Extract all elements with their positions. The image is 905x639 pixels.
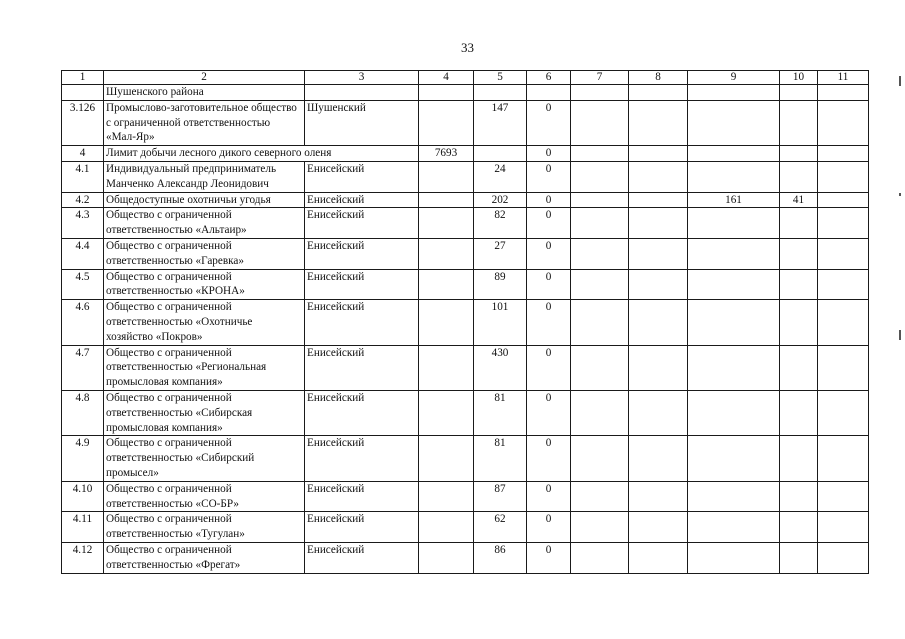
cell-c4 — [419, 345, 474, 390]
cell-c2: Промыслово-заготовительное общество с ограниченной ответственностью «Мал-Яр» — [104, 100, 305, 145]
cell-c1: 4.1 — [62, 161, 104, 192]
cell-c9 — [688, 542, 780, 573]
table-row — [62, 300, 869, 345]
cell-c9 — [688, 208, 780, 239]
cell-c3 — [305, 85, 419, 101]
cell-c2: Шушенского района — [104, 85, 305, 101]
cell-c9: 161 — [688, 192, 780, 208]
cell-c9 — [688, 481, 780, 512]
cell-c4 — [419, 208, 474, 239]
cell-c9 — [688, 100, 780, 145]
cell-c7 — [571, 512, 629, 543]
header-cell-5: 5 — [474, 71, 527, 85]
cell-c10 — [780, 512, 818, 543]
cell-c5: 101 — [474, 300, 527, 345]
cell-c7 — [571, 146, 629, 162]
cell-c11 — [818, 208, 869, 239]
cell-c7 — [571, 85, 629, 101]
cell-c5: 202 — [474, 192, 527, 208]
cell-c11 — [818, 100, 869, 145]
cell-c11 — [818, 512, 869, 543]
cell-c8 — [629, 345, 688, 390]
cell-c2: Общество с ограниченной ответственностью «Гаревка» — [104, 238, 305, 269]
cell-c6 — [527, 85, 571, 101]
table-row — [62, 161, 869, 192]
table-row — [62, 208, 869, 239]
cell-c4 — [419, 269, 474, 300]
cell-c6: 0 — [527, 390, 571, 435]
table-row — [62, 269, 869, 300]
cell-c11 — [818, 542, 869, 573]
cell-c9 — [688, 85, 780, 101]
cell-c8 — [629, 512, 688, 543]
cell-c7 — [571, 192, 629, 208]
cell-c1: 4.6 — [62, 300, 104, 345]
cell-c9 — [688, 300, 780, 345]
cell-c4 — [419, 161, 474, 192]
scan-mark — [899, 330, 901, 340]
cell-c8 — [629, 300, 688, 345]
cell-c6: 0 — [527, 512, 571, 543]
cell-c11 — [818, 390, 869, 435]
cell-c5: 86 — [474, 542, 527, 573]
cell-c9 — [688, 146, 780, 162]
cell-c4 — [419, 238, 474, 269]
cell-c7 — [571, 269, 629, 300]
cell-c3: Енисейский — [305, 390, 419, 435]
cell-c6: 0 — [527, 436, 571, 481]
cell-c2: Индивидуальный предприниматель Манченко Александр Леонидович — [104, 161, 305, 192]
cell-c9 — [688, 390, 780, 435]
cell-c6: 0 — [527, 300, 571, 345]
cell-c5: 87 — [474, 481, 527, 512]
table-row — [62, 238, 869, 269]
cell-c1: 4.4 — [62, 238, 104, 269]
header-row — [62, 71, 869, 85]
cell-c11 — [818, 161, 869, 192]
cell-c10 — [780, 85, 818, 101]
limits-table — [61, 70, 869, 574]
cell-c1: 4.10 — [62, 481, 104, 512]
header-cell-3: 3 — [305, 71, 419, 85]
cell-c5: 62 — [474, 512, 527, 543]
cell-c6: 0 — [527, 238, 571, 269]
cell-c10 — [780, 208, 818, 239]
cell-c5: 24 — [474, 161, 527, 192]
cell-c6: 0 — [527, 100, 571, 145]
cell-c2: Общество с ограниченной ответственностью «СО-БР» — [104, 481, 305, 512]
cell-c8 — [629, 85, 688, 101]
cell-c5: 430 — [474, 345, 527, 390]
header-cell-10: 10 — [780, 71, 818, 85]
table-row — [62, 192, 869, 208]
cell-c3: Шушенский — [305, 100, 419, 145]
cell-c2: Общество с ограниченной ответственностью «Тугулан» — [104, 512, 305, 543]
cell-c10 — [780, 238, 818, 269]
cell-c11 — [818, 238, 869, 269]
table-row — [62, 542, 869, 573]
table-row — [62, 390, 869, 435]
cell-c3: Енисейский — [305, 512, 419, 543]
cell-c3: Енисейский — [305, 269, 419, 300]
cell-c2: Лимит добычи лесного дикого северного оленя — [104, 146, 419, 162]
cell-c7 — [571, 300, 629, 345]
table-row — [62, 345, 869, 390]
table-row — [62, 436, 869, 481]
cell-c10: 41 — [780, 192, 818, 208]
cell-c8 — [629, 100, 688, 145]
cell-c4 — [419, 436, 474, 481]
cell-c10 — [780, 542, 818, 573]
cell-c7 — [571, 481, 629, 512]
cell-c8 — [629, 238, 688, 269]
cell-c2: Общество с ограниченной ответственностью «Фрегат» — [104, 542, 305, 573]
cell-c5: 27 — [474, 238, 527, 269]
cell-c3: Енисейский — [305, 436, 419, 481]
cell-c1: 3.126 — [62, 100, 104, 145]
cell-c2: Общество с ограниченной ответственностью «КРОНА» — [104, 269, 305, 300]
cell-c8 — [629, 161, 688, 192]
table-row — [62, 85, 869, 101]
cell-c6: 0 — [527, 161, 571, 192]
cell-c6: 0 — [527, 208, 571, 239]
cell-c7 — [571, 238, 629, 269]
cell-c10 — [780, 146, 818, 162]
cell-c7 — [571, 100, 629, 145]
cell-c3: Енисейский — [305, 481, 419, 512]
cell-c5: 147 — [474, 100, 527, 145]
cell-c8 — [629, 542, 688, 573]
cell-c2: Общество с ограниченной ответственностью «Региональная промысловая компания» — [104, 345, 305, 390]
cell-c4 — [419, 100, 474, 145]
header-cell-2: 2 — [104, 71, 305, 85]
table-row — [62, 481, 869, 512]
header-cell-11: 11 — [818, 71, 869, 85]
cell-c8 — [629, 208, 688, 239]
cell-c9 — [688, 345, 780, 390]
cell-c8 — [629, 436, 688, 481]
cell-c9 — [688, 238, 780, 269]
cell-c11 — [818, 192, 869, 208]
cell-c3: Енисейский — [305, 542, 419, 573]
table-row — [62, 512, 869, 543]
cell-c11 — [818, 481, 869, 512]
cell-c2: Общество с ограниченной ответственностью «Охотничье хозяйство «Покров» — [104, 300, 305, 345]
cell-c7 — [571, 542, 629, 573]
cell-c4 — [419, 481, 474, 512]
header-cell-8: 8 — [629, 71, 688, 85]
cell-c1: 4.7 — [62, 345, 104, 390]
cell-c6: 0 — [527, 146, 571, 162]
cell-c7 — [571, 390, 629, 435]
cell-c11 — [818, 436, 869, 481]
cell-c9 — [688, 161, 780, 192]
cell-c7 — [571, 345, 629, 390]
cell-c11 — [818, 269, 869, 300]
cell-c4 — [419, 300, 474, 345]
cell-c3: Енисейский — [305, 300, 419, 345]
cell-c9 — [688, 512, 780, 543]
cell-c10 — [780, 269, 818, 300]
cell-c7 — [571, 208, 629, 239]
cell-c5: 82 — [474, 208, 527, 239]
header-cell-6: 6 — [527, 71, 571, 85]
cell-c4 — [419, 192, 474, 208]
cell-c3: Енисейский — [305, 192, 419, 208]
cell-c4 — [419, 85, 474, 101]
cell-c1: 4.11 — [62, 512, 104, 543]
cell-c4 — [419, 390, 474, 435]
cell-c10 — [780, 481, 818, 512]
cell-c3: Енисейский — [305, 208, 419, 239]
cell-c10 — [780, 436, 818, 481]
cell-c5: 89 — [474, 269, 527, 300]
cell-c11 — [818, 85, 869, 101]
cell-c3: Енисейский — [305, 161, 419, 192]
cell-c5: 81 — [474, 390, 527, 435]
cell-c10 — [780, 161, 818, 192]
cell-c10 — [780, 300, 818, 345]
cell-c4: 7693 — [419, 146, 474, 162]
header-cell-1: 1 — [62, 71, 104, 85]
cell-c5 — [474, 85, 527, 101]
cell-c10 — [780, 100, 818, 145]
cell-c4 — [419, 542, 474, 573]
table-row — [62, 146, 869, 162]
cell-c6: 0 — [527, 345, 571, 390]
cell-c11 — [818, 300, 869, 345]
cell-c8 — [629, 269, 688, 300]
cell-c10 — [780, 390, 818, 435]
cell-c8 — [629, 481, 688, 512]
header-cell-7: 7 — [571, 71, 629, 85]
cell-c2: Общество с ограниченной ответственностью «Сибирская промысловая компания» — [104, 390, 305, 435]
page-number: 33 — [461, 40, 474, 55]
cell-c1: 4.3 — [62, 208, 104, 239]
scan-mark — [899, 193, 901, 196]
cell-c9 — [688, 436, 780, 481]
cell-c6: 0 — [527, 542, 571, 573]
cell-c8 — [629, 390, 688, 435]
cell-c1: 4.5 — [62, 269, 104, 300]
cell-c11 — [818, 146, 869, 162]
cell-c5: 81 — [474, 436, 527, 481]
table-row — [62, 100, 869, 145]
cell-c7 — [571, 161, 629, 192]
cell-c2: Общество с ограниченной ответственностью «Сибирский промысел» — [104, 436, 305, 481]
cell-c6: 0 — [527, 192, 571, 208]
cell-c7 — [571, 436, 629, 481]
cell-c6: 0 — [527, 481, 571, 512]
cell-c4 — [419, 512, 474, 543]
cell-c1 — [62, 85, 104, 101]
cell-c3: Енисейский — [305, 345, 419, 390]
cell-c6: 0 — [527, 269, 571, 300]
cell-c1: 4.12 — [62, 542, 104, 573]
cell-c1: 4 — [62, 146, 104, 162]
cell-c11 — [818, 345, 869, 390]
header-cell-9: 9 — [688, 71, 780, 85]
cell-c3: Енисейский — [305, 238, 419, 269]
scan-mark — [899, 76, 901, 86]
header-cell-4: 4 — [419, 71, 474, 85]
cell-c8 — [629, 146, 688, 162]
cell-c1: 4.2 — [62, 192, 104, 208]
cell-c10 — [780, 345, 818, 390]
cell-c1: 4.9 — [62, 436, 104, 481]
cell-c1: 4.8 — [62, 390, 104, 435]
cell-c5 — [474, 146, 527, 162]
cell-c8 — [629, 192, 688, 208]
cell-c2: Общедоступные охотничьи угодья — [104, 192, 305, 208]
cell-c2: Общество с ограниченной ответственностью «Альтаир» — [104, 208, 305, 239]
cell-c9 — [688, 269, 780, 300]
